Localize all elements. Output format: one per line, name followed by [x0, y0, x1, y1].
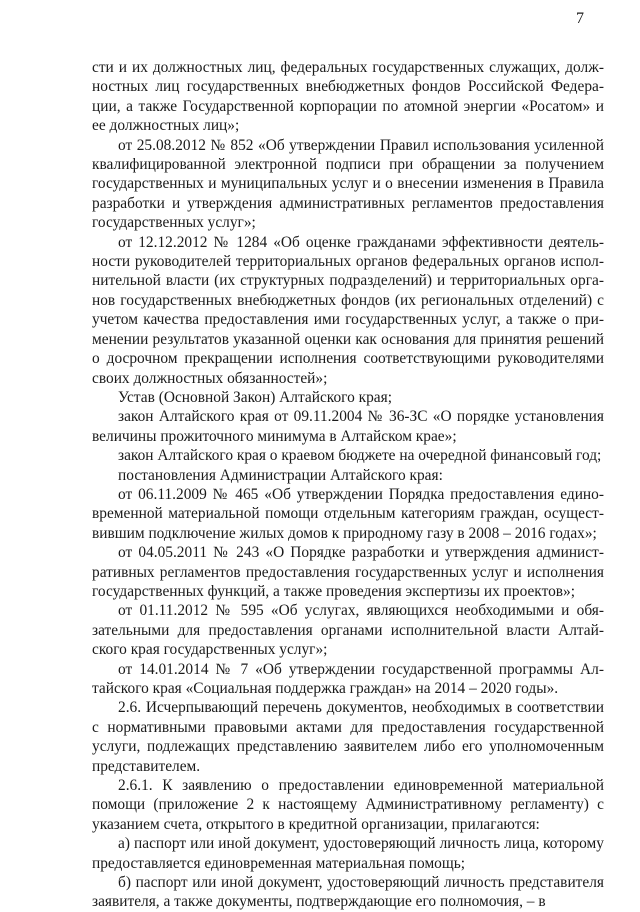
paragraph: а) паспорт или иной документ, удостоверяющий личность лица, которому предоставляется единовременная материальная помощь;: [92, 835, 604, 872]
paragraph: от 06.11.2009 № 465 «Об утверждении Порядка предоставления единовременной материальной помощи отдельным категориям граждан, осуществившим подключение жилых домов к природному газу в 2008 – 2016 годах»;: [92, 485, 604, 542]
paragraph: от 04.05.2011 № 243 «О Порядке разработки и утверждения административных регламентов предоставления государственных услуг и исполнения государственных функций, а также проведения экспертизы их проектов»;: [92, 544, 604, 600]
document-body: [92, 58, 604, 912]
paragraph: от 12.12.2012 № 1284 «Об оценке гражданами эффективности деятельности руководителей территориальных органов федеральных органов исполнительной власти (их структурных подразделений) и территориальных органов государственных внебюджетных фондов (их региональных отделений) с учетом качества предоставления ими государственных услуг, а также о применении результатов указанной оценки как основания для принятия решений о досрочном прекращении исполнения соответствующими руководителями своих должностных обязанностей»;: [92, 233, 604, 387]
paragraph: сти и их должностных лиц, федеральных государственных служащих, должностных лиц государственных внебюджетных фондов Российской Федерации, а также Государственной корпорации по атомной энергии «Росатом» и ее должностных лиц»;: [92, 59, 604, 135]
paragraph: постановления Администрации Алтайского края:: [118, 466, 443, 484]
paragraph: закон Алтайского края от 09.11.2004 № 36-ЗС «О порядке установления величины прожиточного минимума в Алтайском крае»;: [92, 408, 604, 445]
paragraph: 2.6.1. К заявлению о предоставлении единовременной материальной помощи (приложение 2 к настоящему Административному регламенту) с указанием счета, открытого в кредитной организации, прилагаются:: [92, 777, 604, 833]
paragraph: от 01.11.2012 № 595 «Об услугах, являющихся необходимыми и обязательными для предоставления органами исполнительной власти Алтайского края государственных услуг»;: [92, 602, 604, 659]
paragraph: от 14.01.2014 № 7 «Об утверждении государственной программы Алтайского края «Социальная поддержка граждан» на 2014 – 2020 годы».: [92, 660, 604, 697]
paragraph: закон Алтайского края о краевом бюджете на очередной финансовый год;: [118, 447, 602, 465]
paragraph: от 25.08.2012 № 852 «Об утверждении Правил использования усиленной квалифицированной электронной подписи при обращении за получением государственных и муниципальных услуг и о внесении изменения в Правила разработки и утверждения административных регламентов предоставления государственных услуг»;: [92, 136, 604, 232]
paragraph: Устав (Основной Закон) Алтайского края;: [118, 388, 392, 406]
paragraph: б) паспорт или иной документ, удостоверяющий личность представителя заявителя, а также документы, подтверждающие его полномочия, – в: [92, 874, 604, 911]
paragraph: 2.6. Исчерпывающий перечень документов, необходимых в соответствии с нормативными правовыми актами для предоставления государственной услуги, подлежащих представлению заявителем либо его уполномоченным представителем.: [92, 699, 604, 775]
page-number: 7: [576, 10, 584, 27]
